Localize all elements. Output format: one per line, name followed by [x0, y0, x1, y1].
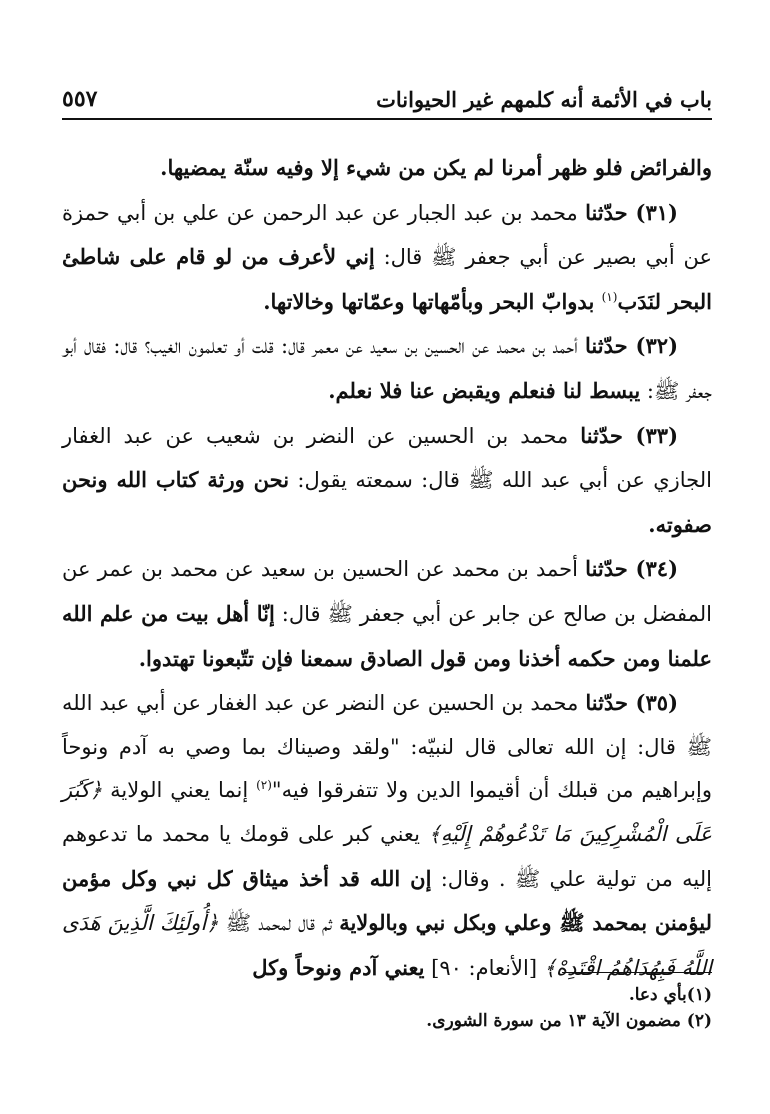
footnote-1: (١)بأي دعا. — [628, 985, 712, 1005]
bold-text: إني لأعرف من لو قام على شاطئ البحر لنَدَب — [62, 244, 712, 314]
text-run: محمد بن عبد الجبار عن عبد الرحمن عن علي بن أبي حمزة عن أبي بصير عن أبي جعفر ﷺ قال: — [62, 200, 713, 270]
footnote-ref: (٢) — [256, 778, 272, 793]
bold-text: (٣٥) حدّثنا — [585, 690, 678, 716]
hadith-33 — [62, 414, 712, 548]
bold-text: نحن ورثة كتاب الله ونحن صفوته. — [62, 467, 712, 537]
bold-text: إن الله قد أخذ ميثاق كل نبي وكل مؤمن ليؤمنن بمحمد ﷺ وعلي وبكل نبي وبالولاية — [62, 865, 713, 936]
text-run: أحمد بن محمد عن الحسين بن سعيد عن محمد بن عمر عن المفضل بن صالح عن جابر عن أبي جعفر ﷺ قال: — [62, 557, 712, 626]
footnote-ref: (١) — [601, 289, 618, 304]
bold-text: (٣٣) حدّثنا — [580, 422, 678, 448]
paragraph-continuation — [62, 146, 712, 191]
text-run: إنما يعني الولاية — [102, 778, 257, 803]
hadith-31 — [62, 191, 712, 325]
main-text — [62, 146, 712, 990]
bold-text: (٣٤) حدّثنا — [585, 556, 678, 582]
text-run: محمد بن الحسين عن النضر عن عبد الغفار عن أبي عبد الله ﷺ قال: إن الله تعالى قال لنبيّه: "ولقد وصيناك بما وصي به آدم ونوحاً وإبراهيم من قبلك أن أقيموا الدين ولا تتفرقوا فيه" — [62, 691, 712, 803]
bold-text: (٣١) حدّثنا — [585, 199, 678, 225]
page-number: ٥٥٧ — [62, 86, 98, 112]
bold-text: (٣٢) حدّثنا — [585, 333, 678, 359]
hadith-34 — [62, 547, 712, 681]
bold-text: يعني آدم ونوحاً وكل — [252, 954, 425, 980]
footnote-2: (٢) مضمون الآية ١٣ من سورة الشورى. — [426, 1011, 712, 1031]
footnotes — [62, 982, 712, 1034]
text-run: محمد بن الحسين عن النضر بن شعيب عن عبد الغفار الجازي عن أبي عبد الله ﷺ قال: سمعته يقول: — [62, 423, 712, 493]
text-run: ثم قال لمحمد ﷺ — [218, 911, 340, 936]
chapter-title: باب في الأئمة أنه كلمهم غير الحيوانات — [376, 87, 712, 112]
bold-text: بدوابّ البحر وبأمّهاتها وعمّاتها وخالاتها. — [263, 288, 602, 314]
text-run: [الأنعام: ٩٠] — [424, 955, 544, 980]
text-run: أحمد بن محمد عن الحسين بن سعيد عن معمر قال: قلت أو تعلمون الغيب؟ قال: فقال أبو جعفر ﷺ: — [62, 334, 712, 403]
quran-quote: ﴿أُولَئِكَ الَّذِينَ هَدَى اللَّهُ فَبِهُدَاهُمُ اقْتَدِهْ﴾ — [62, 911, 712, 980]
bold-text: يبسط لنا فنعلم ويقبض عنا فلا نعلم. — [328, 377, 641, 403]
running-header — [62, 72, 712, 120]
footnote-separator — [562, 972, 712, 973]
hadith-35 — [62, 681, 712, 990]
hadith-32 — [62, 324, 712, 413]
bold-text: إنّا أهل بيت من علم الله علمنا ومن حكمه أخذنا ومن قول الصادق سمعنا فإن تتّبعونا تهتدوا. — [62, 600, 712, 671]
bold-text: والفرائض فلو ظهر أمرنا لم يكن من شيء إلا وفيه سنّة يمضيها. — [160, 155, 712, 180]
text-run: يعني كبر على قومك يا محمد ما تدعوهم إليه من تولية علي ﷺ . وقال: — [62, 821, 712, 891]
quran-quote: ﴿كَبُرَ عَلَى الْمُشْرِكِينَ مَا تَدْعُوهُمْ إِلَيْهِ﴾ — [62, 778, 712, 846]
